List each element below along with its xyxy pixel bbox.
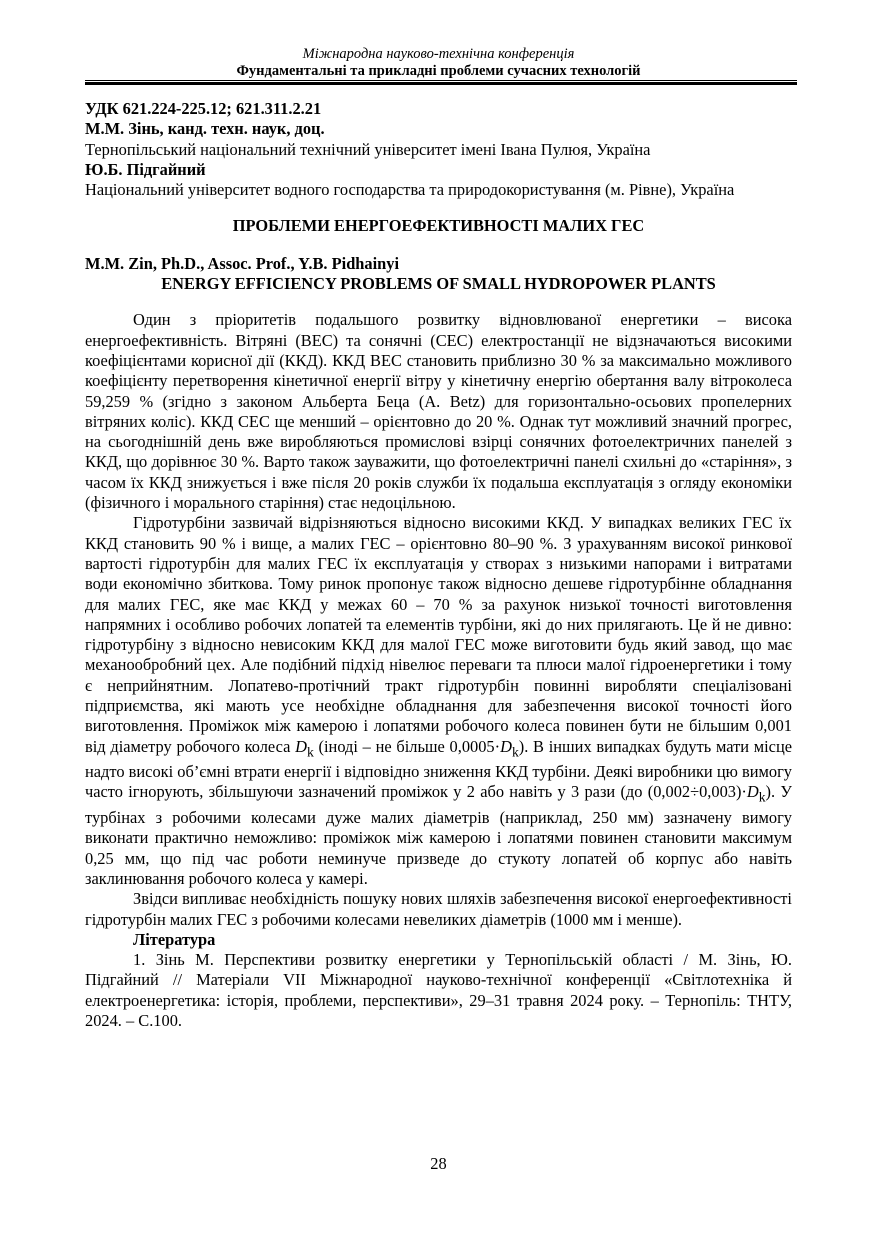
paragraph-2-part-d: ). У турбінах з робочими колесами дуже малих діаметрів (наприклад, 250 мм) зазначену вимогу виконати практично неможливо: проміжок між камерою і лопатями повинен становити максимум 0,25 мм, що під час роботи неминуче призведе до стукоту лопатей об корпус або навіть заклинювання робочого колеса у камері.: [85, 782, 792, 888]
authors-english: M.M. Zin, Ph.D., Assoc. Prof., Y.B. Pidhainyi: [85, 253, 400, 273]
paragraph-3: Звідси випливає необхідність пошуку нових шляхів забезпечення високої енергоефективності гідротурбін малих ГЕС з робочими колесами невеликих діаметрів (1000 мм і менше).: [85, 889, 792, 929]
header-conference: Міжнародна науково-технічна конференція: [302, 46, 575, 62]
symbol-d: D: [500, 736, 512, 756]
title-english: ENERGY EFFICIENCY PROBLEMS OF SMALL HYDROPOWER PLANTS: [161, 274, 716, 294]
header-title: Фундаментальні та прикладні проблеми сучасних технологій: [236, 63, 641, 79]
paragraph-1: Один з пріоритетів подальшого розвитку відновлюваної енергетики – висока енергоефективність. Вітряні (ВЕС) та сонячні (СЕС) електростанції не відзначаються високими коефіцієнтами корисної дії (ККД). ККД ВЕС становить приблизно 30 % за максимально можливого коефіцієнту перетворення кінетичної енергії вітру у кінетичну енергію обертання валу вітроколеса 59,259 % (згідно з законом Альберта Беца (A. Betz) для горизонтально-осьових пропелерних вітряних коліс). ККД СЕС ще менший – орієнтовно до 20 %. Однак тут можливий значний прогрес, на сьогоднішній день вже виробляються промислові взірці сонячних фотоелектричних панелей з ККД, що дорівнює 30 %. Варто також зауважити, що фотоелектричні панелі схильні до «старіння», з часом їх ККД знижується і вже після 20 років служби їх подальша експлуатація з огляду економіки (фізичного і морального старіння) стає недоцільною.: [85, 310, 792, 513]
reference-1: 1. Зінь М. Перспективи розвитку енергетики у Тернопільській області / М. Зінь, Ю. Підгайний // Матеріали VII Міжнародної науково-технічної конференції «Світлотехніка й електроенергетика: історія, проблеми, перспективи», 29–31 травня 2024 року. – Тернопіль: ТНТУ, 2024. – С.100.: [85, 950, 792, 1031]
article-body: [85, 99, 792, 1031]
symbol-d: D: [746, 782, 759, 802]
author-1-affiliation: Тернопільський національний технічний університет імені Івана Пулюя, Україна: [85, 139, 651, 159]
literature-heading: Література: [133, 929, 216, 949]
header-rule-thin: [85, 80, 797, 81]
symbol-d: D: [295, 736, 307, 756]
symbol-k: k: [758, 789, 766, 805]
paragraph-2: [85, 513, 792, 889]
author-2-name: Ю.Б. Підгайний: [85, 159, 206, 179]
paragraph-2-part-b: (іноді – не більше 0,0005·: [313, 736, 501, 756]
page-number: 28: [430, 1154, 447, 1173]
header-rule-thick: [85, 82, 797, 85]
title-ukrainian: ПРОБЛЕМИ ЕНЕРГОЕФЕКТИВНОСТІ МАЛИХ ГЕС: [232, 216, 645, 236]
udk: УДК 621.224-225.12; 621.311.2.21: [85, 99, 322, 118]
symbol-k: k: [511, 743, 519, 759]
symbol-k: k: [306, 743, 314, 759]
paragraph-2-part-a: Гідротурбіни зазвичай відрізняються відносно високими ККД. У випадках великих ГЕС їх ККД становить 90 % і вище, а малих ГЕС – орієнтовно 80–90 %. З урахуванням високої ринкової вартості гідротурбін для малих ГЕС їх експлуатація у створах з низькими напорами і витратами води економічно збиткова. Тому ринок пропонує також відносно дешеве гідротурбінне обладнання для малих ГЕС, яке має ККД у межах 60 – 70 % за рахунок низької точності виготовлення напрямних і особливо робочих лопатей та елементів турбіни, які до них прилягають. Це й не дивно: гідротурбіну з відносно невисоким ККД для малої ГЕС може виготовити будь який завод, що має механообробний цех. Але подібний підхід нівелює переваги та плюси малої гідроенергетики і тому є неприйнятним. Лопатево-протічний тракт гідротурбін повинні виробляти спеціалізовані підприємства, які мають усе необхідне обладнання для забезпечення високої точності його виготовлення. Проміжок між камерою і лопатями робочого колеса повинен бути не більшим 0,001 від діаметру робочого колеса: [85, 513, 792, 756]
paragraph-2-part-c: ). В інших випадках будуть мати місце надто високі об’ємні втрати енергії і відповідно зниження ККД турбіни. Деякі виробники цю вимогу часто ігнорують, збільшуючи зазначений проміжок у 2 або навіть у 3 рази (до (0,002÷0,003)·: [85, 736, 793, 802]
author-1-name: М.М. Зінь, канд. техн. наук, доц.: [85, 119, 325, 139]
author-2-affiliation: Національний університет водного господарства та природокористування (м. Рівне), Україна: [85, 180, 735, 200]
